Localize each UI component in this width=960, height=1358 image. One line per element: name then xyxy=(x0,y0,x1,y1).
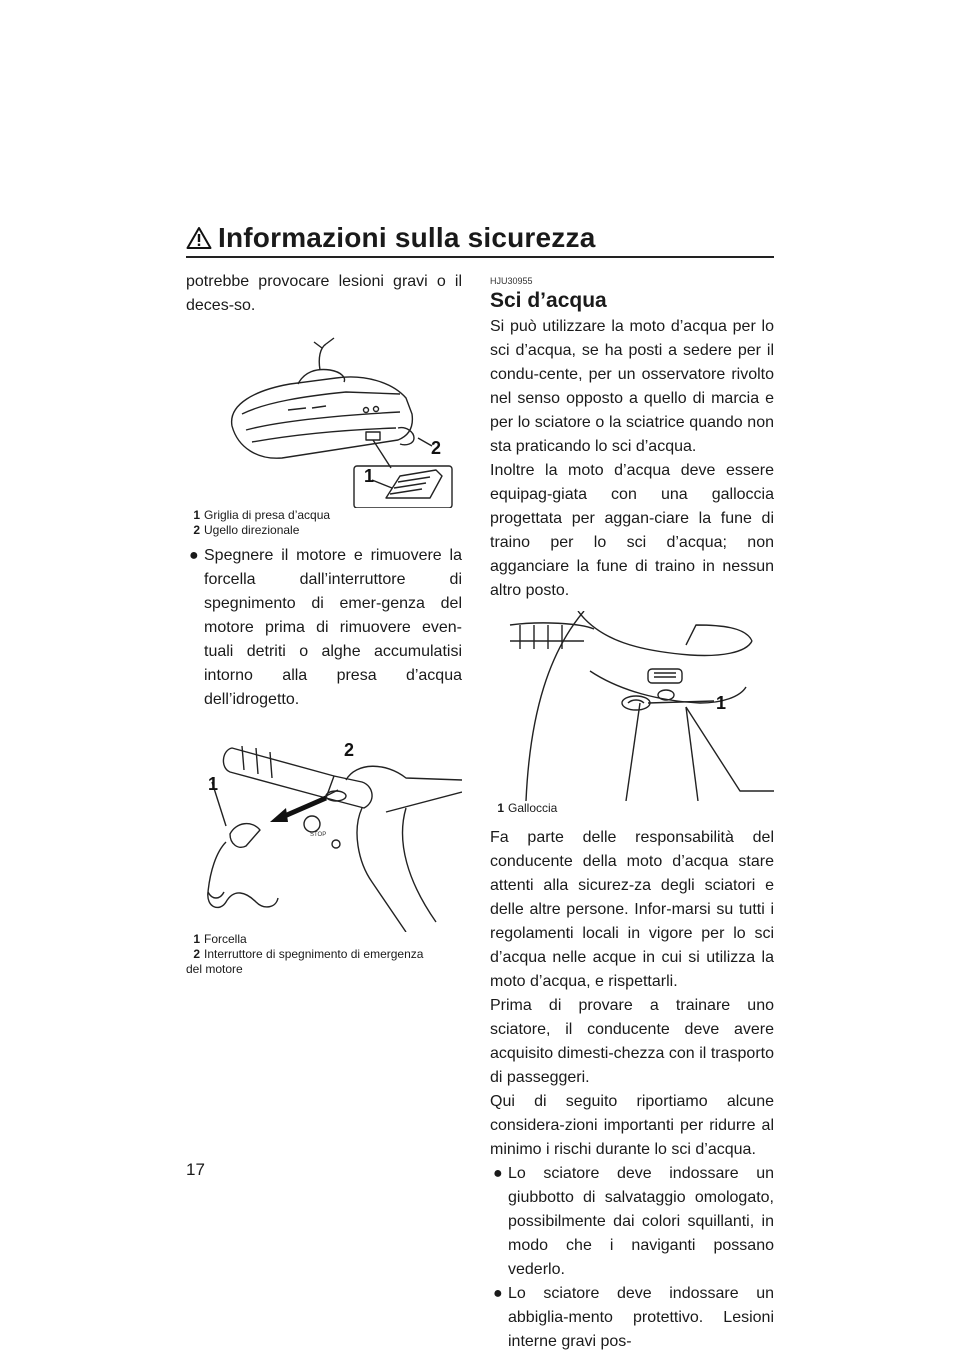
figure-caption-continued: del motore xyxy=(186,962,243,976)
section-code: HJU30955 xyxy=(490,276,533,286)
watercraft-illustration xyxy=(186,318,462,508)
figure-tow-cleat xyxy=(490,611,774,801)
intro-text: potrebbe provocare lesioni gravi o il deces-so. xyxy=(186,273,462,314)
warning-triangle-icon xyxy=(186,226,212,250)
page-title: Informazioni sulla sicurezza xyxy=(218,222,596,253)
paragraph: Prima di provare a trainare uno sciatore, il conducente deve avere acquisito dimesti-chezza con il trasporto di passeggeri. xyxy=(490,997,774,1086)
figure-lanyard xyxy=(186,722,462,932)
paragraph: Inoltre la moto d’acqua deve essere equipag-giata con una galloccia progettata per aggan-ciare la fune di traino per lo sci d’acqua; non agganciare la fune di traino in nessun altro posto. xyxy=(490,462,774,599)
section-title: Sci d’acqua xyxy=(490,289,607,312)
figure-watercraft xyxy=(186,318,462,508)
tow-cleat-illustration xyxy=(490,611,774,801)
figure-caption: 1 Forcella xyxy=(193,932,247,946)
stop-label: STOP xyxy=(310,832,327,838)
callout-1: 1 xyxy=(364,466,375,486)
page-number: 17 xyxy=(186,1160,205,1179)
figure-caption: 1 Griglia di presa d’acqua xyxy=(193,508,331,522)
bullet-item: ● Spegnere il motore e rimuovere la forcella dall’interruttore di spegnimento di emer-genza del motore prima di rimuovere even-tuali detriti o alghe accumulatisi intorno alla presa d’acqua dell’idrogetto. xyxy=(186,544,462,712)
bullet-dot: ● xyxy=(189,547,199,564)
figure-caption: 2 Interruttore di spegnimento di emergenza xyxy=(193,947,424,961)
right-column xyxy=(490,270,774,1354)
callout-2: 2 xyxy=(431,438,442,458)
bullet-dot: ● xyxy=(493,1165,503,1182)
bullet-item: ● Lo sciatore deve indossare un abbiglia-mento protettivo. Lesioni interne gravi pos- xyxy=(490,1282,774,1354)
callout-2: 2 xyxy=(344,740,355,760)
paragraph: Si può utilizzare la moto d’acqua per lo sci d’acqua, se ha posti a sedere per il condu-cente, per un osservatore rivolto nel senso opposto a quello di marcia e per lo sciatore o la sciatrice quando non sta praticando lo sci d’acqua. xyxy=(490,318,774,455)
bullet-dot: ● xyxy=(493,1285,503,1302)
callout-1: 1 xyxy=(716,693,727,713)
header-divider xyxy=(186,256,774,258)
paragraph: Fa parte delle responsabilità del conducente della moto d’acqua stare attenti alla sicurez-za degli sciatori e delle altre persone. Infor-marsi su tutti i regolamenti locali in vigore per lo sci d’acqua nelle acque in cui si utilizza la moto d’acqua, e rispettarli. xyxy=(490,829,774,990)
callout-1: 1 xyxy=(208,774,219,794)
lanyard-illustration xyxy=(186,722,462,932)
figure-caption: 2 Ugello direzionale xyxy=(193,523,300,537)
page-header xyxy=(186,224,774,258)
figure-caption: 1 Galloccia xyxy=(497,801,558,815)
paragraph: Qui di seguito riportiamo alcune considera-zioni importanti per ridurre al minimo i rischi durante lo sci d’acqua. xyxy=(490,1093,774,1158)
left-column xyxy=(186,270,462,977)
bullet-item: ● Lo sciatore deve indossare un giubbotto di salvataggio omologato, possibilmente dai colori squillanti, in modo che i naviganti possano vederlo. xyxy=(490,1162,774,1282)
